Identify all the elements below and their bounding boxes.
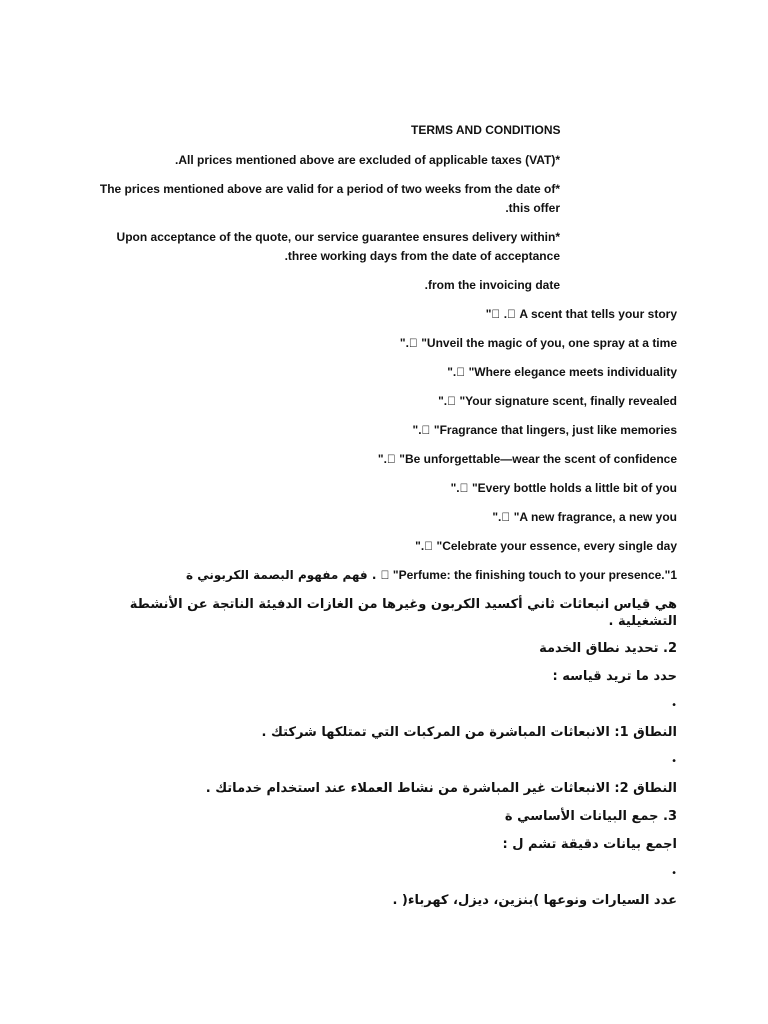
bullet: • [671,868,677,879]
tagline: ".􏰁 "Celebrate your essence, every single day [415,539,677,553]
page-title: TERMS AND CONDITIONS [411,123,561,137]
mixed-heading-english: 􏰁 "Perfume: the finishing touch to your presence."1 [380,568,677,582]
tagline: ".􏰁 "Every bottle holds a little bit of you [450,481,677,495]
tagline: ".􏰁 "Where elegance meets individuality [447,365,677,379]
term-delivery-cont: .three working days from the date of acceptance [284,249,560,263]
section-2-heading: 2. تحديد نطاق الخدمة [539,641,677,656]
tagline: ".􏰁 "Fragrance that lingers, just like memories [412,423,677,437]
term-vat: .All prices mentioned above are excluded of applicable taxes (VAT)* [174,153,560,167]
scope-2: النطاق 2: الانبعاثات غير المباشرة من نشاط العملاء عند استخدام خدماتك . [205,781,677,796]
tagline: "􏰀 .􏰁 A scent that tells your story [485,307,677,321]
tagline: ".􏰁 "A new fragrance, a new you [492,510,677,524]
section-3-heading: 3. جمع البيانات الأساسي ة [504,809,677,824]
mixed-heading-arabic: . فهم مفهوم البصمة الكربوني ة [185,568,377,582]
term-validity: The prices mentioned above are valid for a period of two weeks from the date of* [99,182,560,196]
bullet: • [671,700,677,711]
vehicle-count: عدد السيارات ونوعها )بنزين، ديزل، كهرباء( . [392,893,677,908]
collect-prompt: اجمع بيانات دقيقة تشم ل : [502,837,677,852]
mixed-heading [186,566,677,584]
carbon-definition: هي قياس انبعاثات ثاني أكسيد الكربون وغيرها من الغازات الدفيئة الناتجة عن الأنشطة التشغيلية . [129,597,677,629]
term-validity-cont: .this offer [505,201,560,215]
tagline: ".􏰁 "Be unforgettable—wear the scent of confidence [377,452,677,466]
measure-prompt: حدد ما تريد قياسه : [552,669,677,684]
tagline: ".􏰁 "Your signature scent, finally revealed [438,394,677,408]
term-invoicing: .from the invoicing date [424,278,560,292]
bullet: • [671,756,677,767]
term-delivery: Upon acceptance of the quote, our service guarantee ensures delivery within* [116,230,560,244]
scope-1: النطاق 1: الانبعاثات المباشرة من المركبات التي تمتلكها شركتك . [261,725,677,740]
tagline: ".􏰁 "Unveil the magic of you, one spray at a time [399,336,677,350]
